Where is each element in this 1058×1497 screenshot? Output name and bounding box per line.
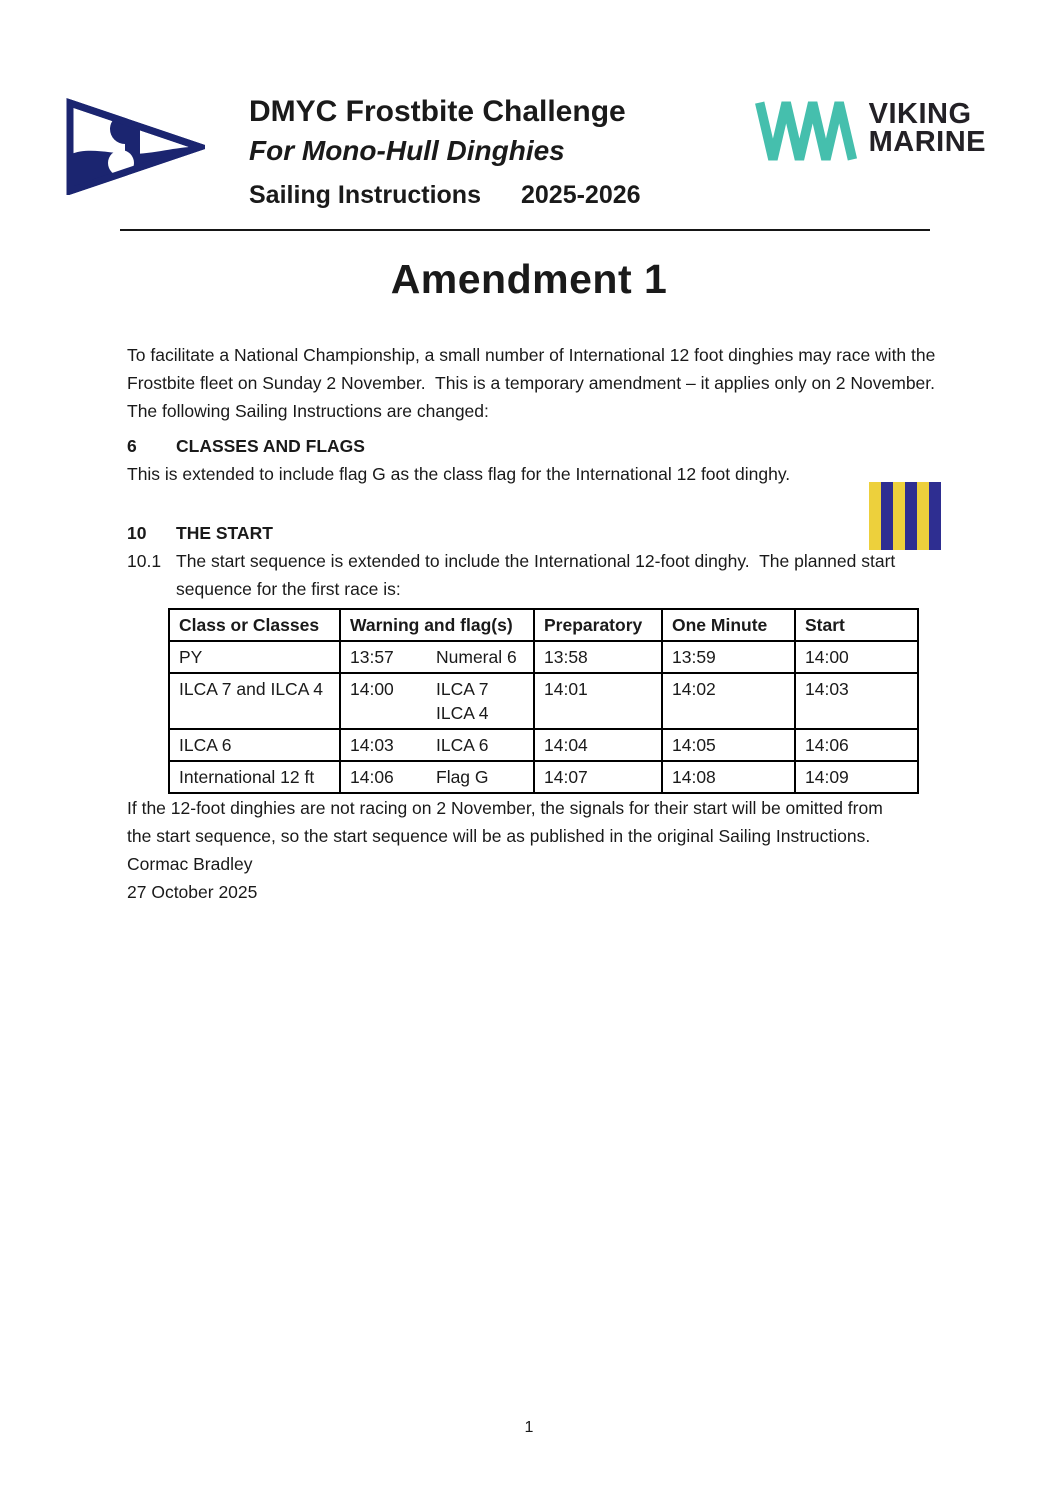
section-6-title: CLASSES AND FLAGS bbox=[176, 436, 365, 456]
cell-preparatory: 14:04 bbox=[534, 729, 662, 761]
cell-warning bbox=[340, 673, 534, 729]
season-label: 2025-2026 bbox=[520, 181, 641, 209]
warning-time: 14:06 bbox=[350, 767, 394, 787]
flag-g-image bbox=[869, 482, 941, 550]
table-row bbox=[169, 729, 918, 761]
clause-10-1-number: 10.1 bbox=[127, 551, 162, 571]
table-row bbox=[169, 761, 918, 793]
section-6-number: 6 bbox=[127, 436, 137, 456]
flag-g-stripe bbox=[881, 482, 893, 550]
warning-flag: ILCA 6 bbox=[436, 735, 489, 755]
document-header bbox=[0, 0, 1058, 210]
cell-warning bbox=[340, 729, 534, 761]
col-header-start: Start bbox=[795, 609, 918, 641]
cell-class: International 12 ft bbox=[169, 761, 340, 793]
warning-flag: Flag G bbox=[436, 767, 489, 787]
warning-flag: ILCA 7 bbox=[436, 679, 489, 699]
header-text-block bbox=[249, 95, 641, 210]
warning-flag: ILCA 4 bbox=[436, 703, 489, 723]
table-row bbox=[169, 641, 918, 673]
warning-time: 14:00 bbox=[350, 679, 394, 699]
col-header-class: Class or Classes bbox=[169, 609, 340, 641]
section-6-body: This is extended to include flag G as the class flag for the International 12 foot dinghy. bbox=[127, 464, 791, 484]
dmyc-burgee-icon bbox=[65, 95, 205, 195]
flag-g-stripe bbox=[917, 482, 929, 550]
page-number: 1 bbox=[524, 1419, 534, 1436]
flag-g-stripe bbox=[869, 482, 881, 550]
cell-start: 14:06 bbox=[795, 729, 918, 761]
table-header-row bbox=[169, 609, 918, 641]
section-10-number: 10 bbox=[127, 523, 147, 543]
flag-g-stripe bbox=[929, 482, 941, 550]
start-sequence-table bbox=[168, 608, 919, 794]
section-10-title: THE START bbox=[176, 523, 273, 543]
section-10-heading bbox=[127, 519, 948, 547]
viking-marine-mark-icon bbox=[754, 100, 860, 162]
cell-class: PY bbox=[169, 641, 340, 673]
cell-start: 14:00 bbox=[795, 641, 918, 673]
document-body bbox=[127, 341, 948, 906]
warning-time: 13:57 bbox=[350, 647, 394, 667]
cell-start: 14:03 bbox=[795, 673, 918, 729]
doc-type-label: Sailing Instructions bbox=[249, 181, 481, 209]
cell-start: 14:09 bbox=[795, 761, 918, 793]
warning-flag: Numeral 6 bbox=[436, 647, 517, 667]
cell-preparatory: 13:58 bbox=[534, 641, 662, 673]
clause-10-1 bbox=[127, 547, 948, 603]
cell-class: ILCA 7 and ILCA 4 bbox=[169, 673, 340, 729]
closing-paragraph: If the 12-foot dinghies are not racing on 2 November, the signals for their start will be omitted from the start sequence, so the start sequence will be as published in the original Sailing Instructions. bbox=[127, 798, 888, 846]
cell-warning bbox=[340, 641, 534, 673]
cell-one-minute: 14:08 bbox=[662, 761, 795, 793]
section-6-heading bbox=[127, 432, 948, 460]
flag-g-stripe bbox=[905, 482, 917, 550]
marine-line: MARINE bbox=[868, 126, 986, 158]
cell-one-minute: 13:59 bbox=[662, 641, 795, 673]
col-header-one-minute: One Minute bbox=[662, 609, 795, 641]
cell-preparatory: 14:01 bbox=[534, 673, 662, 729]
viking-line: VIKING bbox=[868, 98, 972, 130]
signature-date: 27 October 2025 bbox=[127, 882, 258, 902]
amendment-title: Amendment 1 bbox=[390, 256, 668, 302]
col-header-warning: Warning and flag(s) bbox=[340, 609, 534, 641]
table-row bbox=[169, 673, 918, 729]
flag-g-stripe bbox=[893, 482, 905, 550]
cell-one-minute: 14:02 bbox=[662, 673, 795, 729]
cell-warning bbox=[340, 761, 534, 793]
warning-time: 14:03 bbox=[350, 735, 394, 755]
cell-preparatory: 14:07 bbox=[534, 761, 662, 793]
document-title: DMYC Frostbite Challenge bbox=[249, 95, 626, 128]
intro-paragraph: To facilitate a National Championship, a small number of International 12 foot dinghies may race with the Frostbite fleet on Sunday 2 November. This is a temporary amendment – it applies only on 2 November. bbox=[127, 345, 941, 393]
changed-line: The following Sailing Instructions are changed: bbox=[127, 401, 489, 421]
viking-marine-logo bbox=[754, 95, 986, 162]
signature-name: Cormac Bradley bbox=[127, 854, 253, 874]
cell-class: ILCA 6 bbox=[169, 729, 340, 761]
col-header-preparatory: Preparatory bbox=[534, 609, 662, 641]
viking-marine-wordmark bbox=[869, 100, 986, 156]
document-type-line bbox=[249, 180, 641, 210]
cell-one-minute: 14:05 bbox=[662, 729, 795, 761]
header-divider bbox=[120, 229, 930, 231]
document-subtitle: For Mono-Hull Dinghies bbox=[249, 135, 565, 166]
clause-10-1-text: The start sequence is extended to include the International 12-foot dinghy. The planned start sequence for the first race is: bbox=[176, 551, 901, 599]
